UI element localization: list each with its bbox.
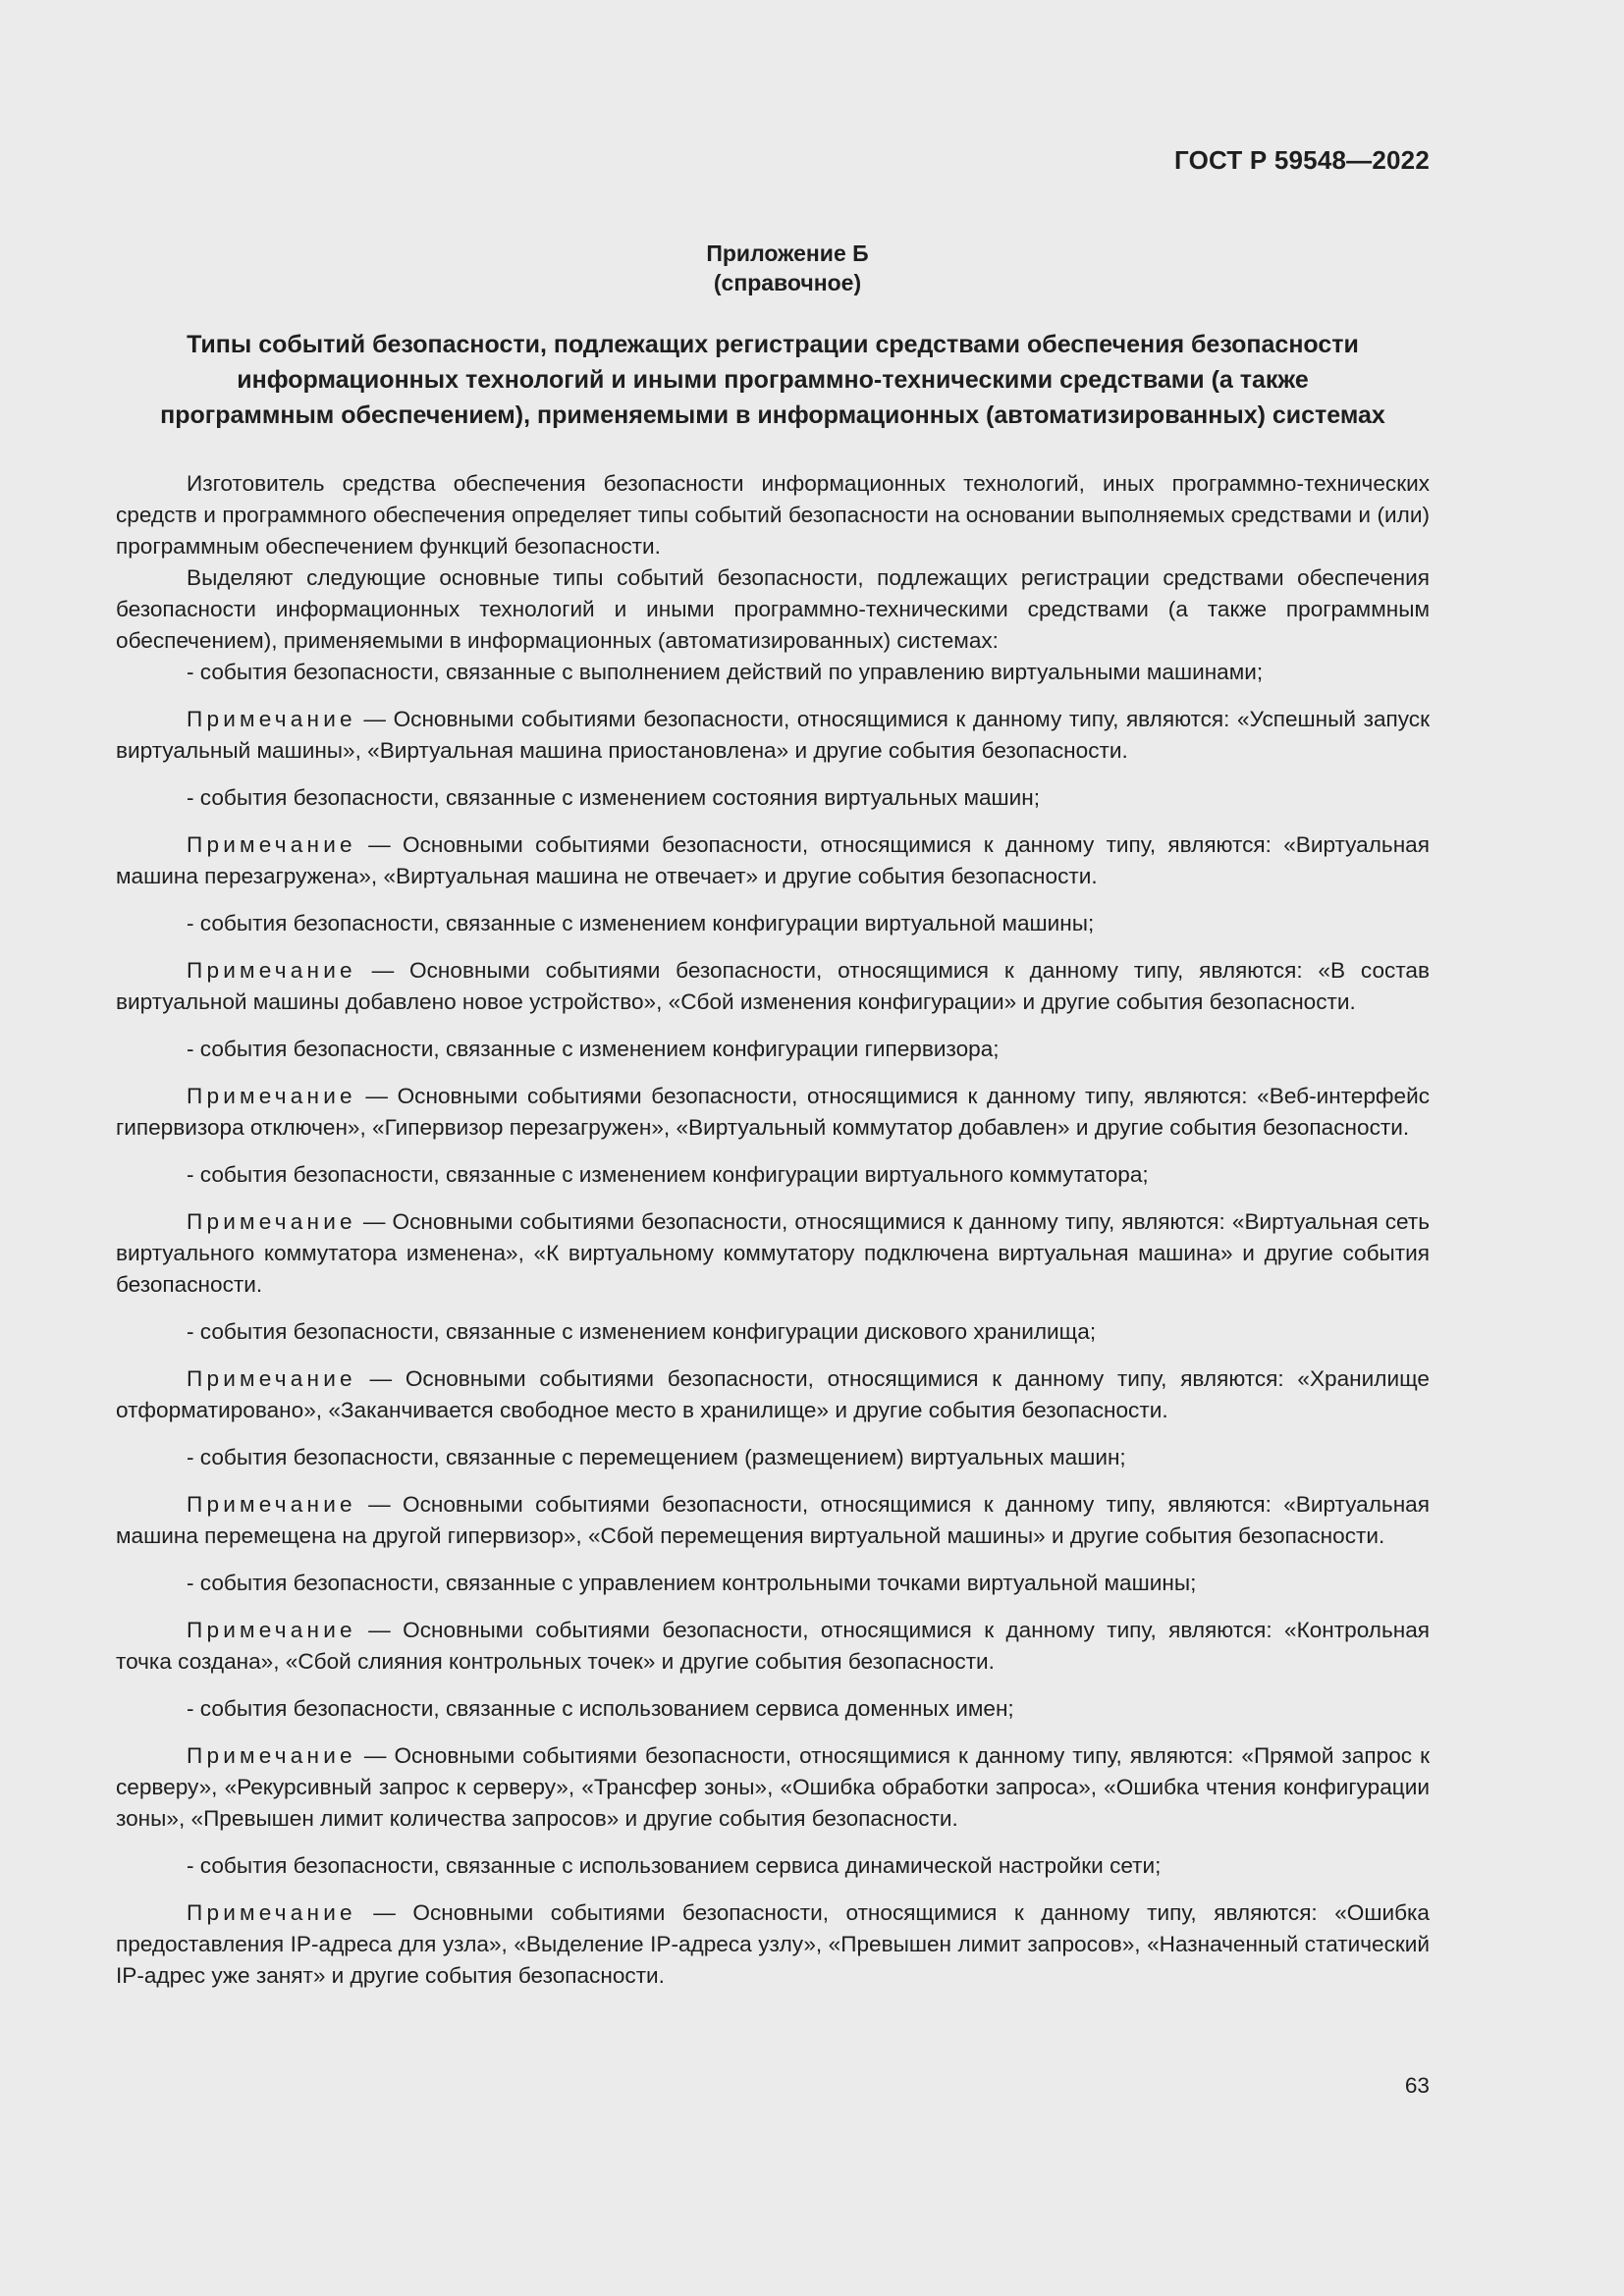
note-text: — Основными событиями безопасности, относящимися к данному типу, являются: «Виртуальная машина перемещена на другой гипервизор», «Сбой перемещения виртуальной машины» и другие события безопасности. <box>116 1492 1430 1548</box>
appendix-label: Приложение Б <box>706 240 869 266</box>
note-text: — Основными событиями безопасности, относящимися к данному типу, являются: «Успешный запуск виртуальный машины», «Виртуальная машина приостановлена» и другие события безопасности. <box>116 707 1430 763</box>
note-paragraph <box>116 1740 1430 1835</box>
event-type-item: - события безопасности, связанные с использованием сервиса динамической настройки сети; <box>187 1853 1162 1878</box>
event-type-item: - события безопасности, связанные с выполнением действий по управлению виртуальными машинами; <box>187 660 1264 684</box>
intro-paragraph: Изготовитель средства обеспечения безопасности информационных технологий, иных программно-технических средств и программного обеспечения определяет типы событий безопасности на основании выполняемых средствами и (или) программным обеспечением функций безопасности. <box>116 471 1430 559</box>
note-paragraph <box>116 1363 1430 1426</box>
event-type-item: - события безопасности, связанные с управлением контрольными точками виртуальной машины; <box>187 1571 1197 1595</box>
note-text: — Основными событиями безопасности, относящимися к данному типу, являются: «Виртуальная сеть виртуального коммутатора изменена», «К виртуальному коммутатору подключена виртуальная машина» и другие события безопасности. <box>116 1209 1430 1297</box>
document-body <box>116 468 1430 1992</box>
appendix-kind: (справочное) <box>713 270 862 295</box>
note-paragraph <box>116 1615 1430 1678</box>
note-label: Примечание <box>187 1209 356 1234</box>
event-type-item: - события безопасности, связанные с использованием сервиса доменных имен; <box>187 1696 1014 1721</box>
note-text: — Основными событиями безопасности, относящимися к данному типу, являются: «Хранилище отформатировано», «Заканчивается свободное место в хранилище» и другие события безопасности. <box>116 1366 1430 1422</box>
note-paragraph <box>116 704 1430 767</box>
intro-paragraph: Выделяют следующие основные типы событий безопасности, подлежащих регистрации средствами обеспечения безопасности информационных технологий и иными программно-техническими средствами (а также программным обеспечением), применяемыми в информационных (автоматизированных) системах: <box>116 565 1430 653</box>
document-code: ГОСТ Р 59548—2022 <box>1174 145 1430 175</box>
document-title: Типы событий безопасности, подлежащих регистрации средствами обеспечения безопасности информационных технологий и иными программно-техническими средствами (а также программным обеспечением), применяемыми в информационных (автоматизированных) системах <box>160 331 1385 429</box>
page-number: 63 <box>1404 2073 1430 2098</box>
event-type-item: - события безопасности, связанные с изменением состояния виртуальных машин; <box>187 785 1041 810</box>
note-label: Примечание <box>187 832 356 857</box>
event-type-item: - события безопасности, связанные с изменением конфигурации виртуального коммутатора; <box>187 1162 1149 1187</box>
note-label: Примечание <box>187 958 356 983</box>
note-paragraph <box>116 1081 1430 1144</box>
note-label: Примечание <box>187 1084 356 1108</box>
note-paragraph <box>116 1489 1430 1552</box>
note-paragraph <box>116 829 1430 892</box>
note-label: Примечание <box>187 1366 356 1391</box>
note-label: Примечание <box>187 1743 356 1768</box>
note-text: — Основными событиями безопасности, относящимися к данному типу, являются: «В состав виртуальной машины добавлено новое устройство», «Сбой изменения конфигурации» и другие события безопасности. <box>116 958 1430 1014</box>
event-type-item: - события безопасности, связанные с изменением конфигурации дискового хранилища; <box>187 1319 1097 1344</box>
note-text: — Основными событиями безопасности, относящимися к данному типу, являются: «Виртуальная машина перезагружена», «Виртуальная машина не отвечает» и другие события безопасности. <box>116 832 1430 888</box>
event-type-item: - события безопасности, связанные с изменением конфигурации гипервизора; <box>187 1037 1000 1061</box>
note-paragraph <box>116 955 1430 1018</box>
note-label: Примечание <box>187 707 356 731</box>
note-label: Примечание <box>187 1618 356 1642</box>
note-paragraph <box>116 1897 1430 1992</box>
note-text: — Основными событиями безопасности, относящимися к данному типу, являются: «Веб-интерфейс гипервизора отключен», «Гипервизор перезагружен», «Виртуальный коммутатор добавлен» и другие события безопасности. <box>116 1084 1430 1140</box>
note-text: — Основными событиями безопасности, относящимися к данному типу, являются: «Прямой запрос к серверу», «Рекурсивный запрос к серверу», «Трансфер зоны», «Ошибка обработки запроса», «Ошибка чтения конфигурации зоны», «Превышен лимит количества запросов» и другие события безопасности. <box>116 1743 1430 1831</box>
appendix-heading <box>145 239 1430 297</box>
note-label: Примечание <box>187 1492 356 1517</box>
note-text: — Основными событиями безопасности, относящимися к данному типу, являются: «Ошибка предоставления IP-адреса для узла», «Выделение IP-адреса узлу», «Превышен лимит запросов», «Назначенный статический IP-адрес уже занят» и другие события безопасности. <box>116 1900 1430 1988</box>
event-type-item: - события безопасности, связанные с изменением конфигурации виртуальной машины; <box>187 911 1095 935</box>
note-paragraph <box>116 1206 1430 1301</box>
note-text: — Основными событиями безопасности, относящимися к данному типу, являются: «Контрольная точка создана», «Сбой слияния контрольных точек» и другие события безопасности. <box>116 1618 1430 1674</box>
event-type-item: - события безопасности, связанные с перемещением (размещением) виртуальных машин; <box>187 1445 1126 1469</box>
note-label: Примечание <box>187 1900 356 1925</box>
